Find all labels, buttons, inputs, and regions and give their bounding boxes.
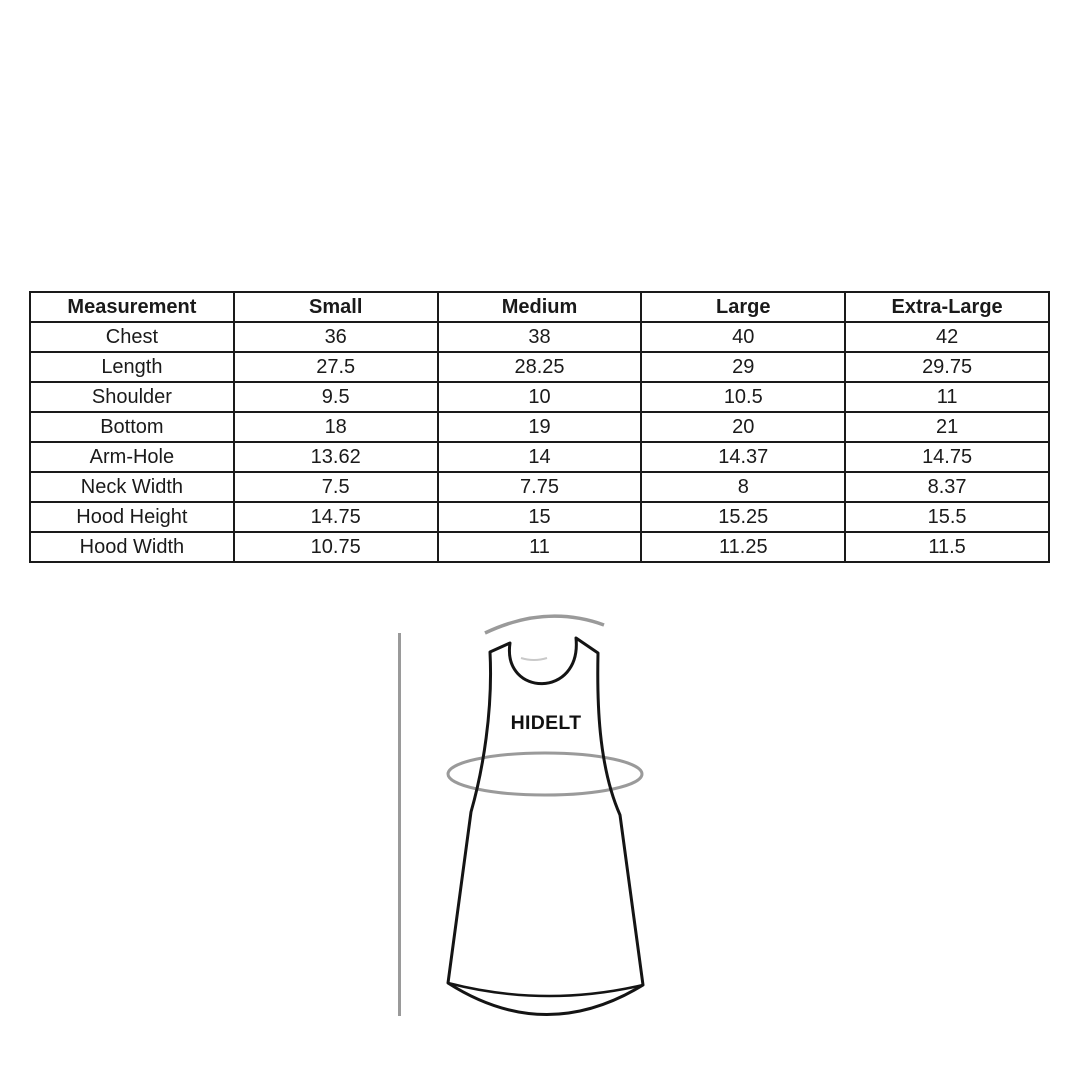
table-row [30,352,1049,382]
size-value: 29.75 [845,352,1049,382]
size-value: 21 [845,412,1049,442]
column-header-large: Large [641,292,845,322]
measurement-label: Length [30,352,234,382]
size-value: 29 [641,352,845,382]
size-value: 11.25 [641,532,845,562]
table-row [30,412,1049,442]
size-value: 7.75 [438,472,642,502]
size-value: 36 [234,322,438,352]
hem-inner-line [448,983,643,996]
column-header-small: Small [234,292,438,322]
column-header-extra-large: Extra-Large [845,292,1049,322]
size-value: 9.5 [234,382,438,412]
table-row [30,442,1049,472]
table-row [30,472,1049,502]
size-value: 28.25 [438,352,642,382]
size-value: 14.75 [234,502,438,532]
size-value: 27.5 [234,352,438,382]
size-value: 14 [438,442,642,472]
size-value: 11 [845,382,1049,412]
size-value: 10.75 [234,532,438,562]
size-value: 38 [438,322,642,352]
header-row [30,292,1049,322]
size-value: 19 [438,412,642,442]
measurement-label: Hood Width [30,532,234,562]
measurement-label: Shoulder [30,382,234,412]
table-row [30,532,1049,562]
table-row [30,502,1049,532]
size-value: 14.37 [641,442,845,472]
size-value: 18 [234,412,438,442]
shoulder-measure-arc [485,616,604,633]
size-value: 42 [845,322,1049,352]
column-header-medium: Medium [438,292,642,322]
measurement-label: Bottom [30,412,234,442]
size-value: 8.37 [845,472,1049,502]
measurement-label: Hood Height [30,502,234,532]
measurement-label: Neck Width [30,472,234,502]
size-value: 13.62 [234,442,438,472]
measurement-label: Chest [30,322,234,352]
size-value: 7.5 [234,472,438,502]
garment-diagram [380,590,700,1040]
size-chart-table [29,291,1050,563]
column-header-measurement: Measurement [30,292,234,322]
table-row [30,322,1049,352]
size-value: 11.5 [845,532,1049,562]
garment-logo-text: HIDELT [510,712,582,734]
size-value: 10 [438,382,642,412]
measurement-label: Arm-Hole [30,442,234,472]
table-row [30,382,1049,412]
size-value: 20 [641,412,845,442]
neck-seam-line [521,658,547,660]
size-value: 15.25 [641,502,845,532]
size-value: 8 [641,472,845,502]
size-value: 10.5 [641,382,845,412]
size-value: 14.75 [845,442,1049,472]
size-value: 11 [438,532,642,562]
size-value: 15.5 [845,502,1049,532]
size-value: 40 [641,322,845,352]
tank-top-outline [448,638,643,1015]
size-value: 15 [438,502,642,532]
